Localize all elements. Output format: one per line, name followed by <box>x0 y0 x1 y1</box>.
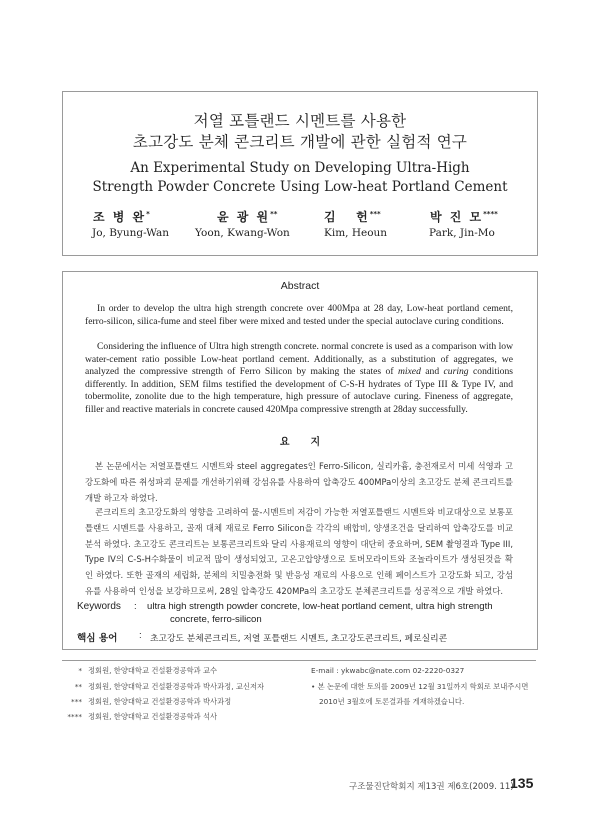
discussion-note-line-2: 2010년 3월호에 토론결과를 게재하겠습니다. <box>319 697 465 706</box>
footnote-1: 정회원, 한양대학교 건설환경공학과 교수 <box>88 666 218 675</box>
page-number: 135 <box>510 775 534 791</box>
footnote-mark-2: ** <box>74 682 82 691</box>
korean-title-line1: 저열 포틀랜드 시멘트를 사용한 <box>193 112 407 130</box>
korean-keywords-colon: : <box>139 630 142 641</box>
footnote-mark-4: **** <box>67 712 82 721</box>
contact-email: E-mail : ykwabc@nate.com 02-2220-0327 <box>311 666 465 675</box>
footnote-rule <box>62 660 536 661</box>
author-3-english: Kim, Heoun <box>324 227 388 239</box>
footnote-mark-1: * <box>78 666 82 675</box>
keywords-line-1: ultra high strength powder concrete, low-heat portland cement, ultra high strength <box>147 601 493 612</box>
keywords-colon: : <box>134 601 137 612</box>
footnote-2: 정회원, 한양대학교 건설환경공학과 박사과정, 교신저자 <box>88 682 265 691</box>
korean-title-line2: 초고강도 분체 콘크리트 개발에 관한 실험적 연구 <box>132 133 468 151</box>
author-4-korean: 박 진 모**** <box>430 210 498 224</box>
footnote-3: 정회원, 한양대학교 건설환경공학과 박사과정 <box>88 697 232 706</box>
keywords-line-2: concrete, ferro-silicon <box>170 614 262 625</box>
english-title-line2: Strength Powder Concrete Using Low-heat Portland Cement <box>92 179 508 195</box>
korean-abstract-heading: 요 지 <box>279 437 321 448</box>
korean-keywords-label: 핵심 용어 <box>77 633 118 644</box>
korean-abstract-paragraph-2: 콘크리트의 초고강도화의 영향을 고려하여 물-시멘트비 저감이 가능한 저열포틀랜드 시멘트와 비교대상으로 보통포틀랜드 시멘트를 사용하고, 골재 대체 재료로 Ferro Silicon을 각각의 배합비, 양생조건을 달리하여 압축강도를 비교분석 하였다. 초고강도 콘크리트는 보통콘크리트와 달리 사용재료의 영향이 대단히 중요하며, SEM 촬영결과 Type III, Type IV의 C-S-H수화물이 비교적 많이 생성되었고, 고온고압양생으로 토버모라이트와 조놀라이트가 생성된것을 확인 하였다. 또한 골재의 세립화, 분체의 치밀충전화 및 반응성 재료의 사용으로 인해 페이스트가 고강도화 되고, 강섬유를 사용하여 인성을 보강하므로써, 28일 압축강도 420MPa의 초고강도 분체콘크리트를 성공적으로 개발 하였다. <box>85 507 513 596</box>
footnote-mark-3: *** <box>71 697 82 706</box>
author-1-english: Jo, Byung-Wan <box>92 227 169 239</box>
author-3-korean: 김 헌*** <box>324 210 381 224</box>
author-2-korean: 윤 광 원** <box>217 210 278 224</box>
author-1-korean: 조 병 완* <box>93 210 150 224</box>
abstract-paragraph-1: In order to develop the ultra high strength concrete over 400Mpa at 28 day, Low-heat portland cement, ferro-silicon, silica-fume and steel fiber were mixed and tested under the special autoclave curing conditions. <box>85 303 513 327</box>
korean-abstract-paragraph-1: 본 논문에서는 저열포틀랜드 시멘트와 steel aggregates인 Ferro-Silicon, 실리카흄, 충전재로서 미세 석영과 고강도화에 따른 취성파괴 문제를 개선하기위해 강섬유를 사용하여 압축강도 400MPa이상의 초고강도 분체 콘크리트를 개발 하고자 하였다. <box>85 461 513 503</box>
discussion-note-line-1: • 본 논문에 대한 토의를 2009년 12월 31일까지 학회로 보내주시면 <box>311 682 529 691</box>
keywords-label: Keywords <box>77 601 121 612</box>
footnote-4: 정회원, 한양대학교 건설환경공학과 석사 <box>88 712 218 721</box>
author-4-english: Park, Jin-Mo <box>429 227 495 239</box>
abstract-paragraph-2: Considering the influence of Ultra high strength concrete. normal concrete is used as a comparison with low water-cement ratio possible Low-heat portland cement. Additionally, as a substitution of aggregates, we analyzed the compressive strength of Ferro Silicon by making the states of mixed and curing conditions differently. In addition, SEM films testified the development of C-S-H hydrates of Type III & Type IV, and tobermolite, zonolite due to the high temperature, high pressure of autoclave curing. Fineness of aggregate, filler and reactive materials in concrete caused 420Mpa compressive strength at 28day successfully. <box>85 341 513 415</box>
author-2-english: Yoon, Kwang-Won <box>195 227 290 239</box>
abstract-heading: Abstract <box>280 280 320 292</box>
korean-keywords-text: 초고강도 분체콘크리트, 저열 포틀랜드 시멘트, 초고강도콘크리트, 페로실리콘 <box>150 634 448 644</box>
english-title-line1: An Experimental Study on Developing Ultra-High <box>130 160 470 176</box>
journal-info: 구조물진단학회지 제13권 제6호(2009. 11) <box>349 782 514 792</box>
